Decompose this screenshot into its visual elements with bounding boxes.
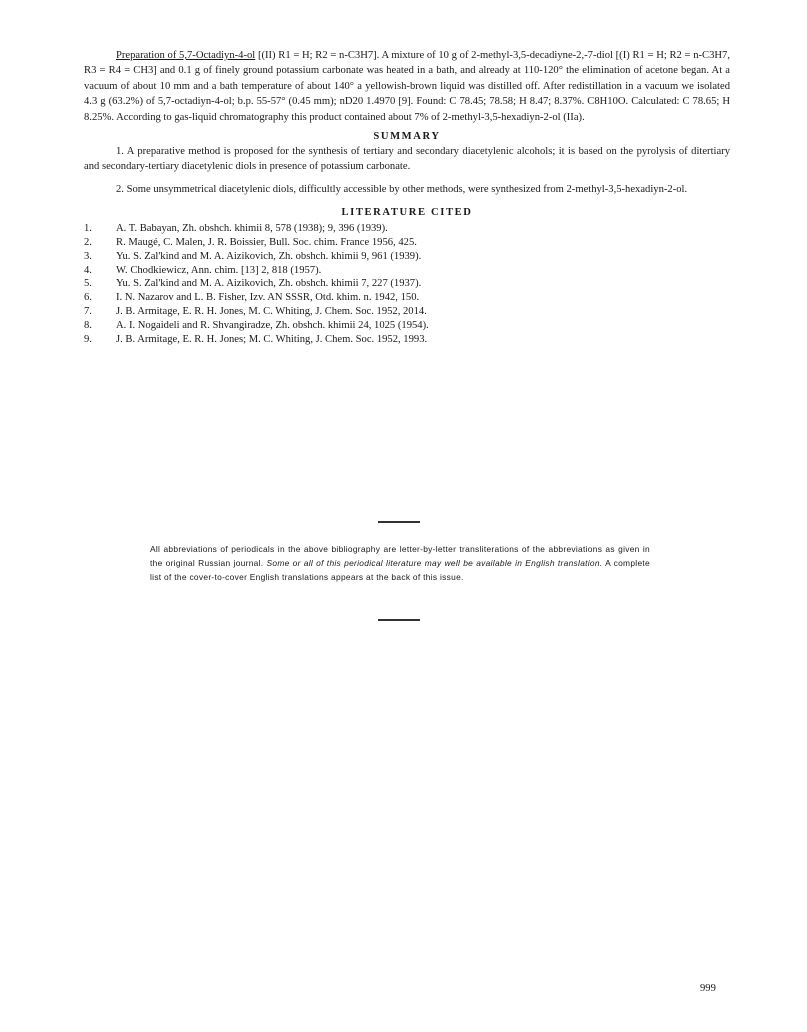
summary-item-1: 1. A preparative method is proposed for the synthesis of tertiary and secondary diacetylenic alcohols; it is based on the pyrolysis of ditertiary and secondary-tertiary diacetylenic diols in presence of potassium carbonate. — [84, 146, 730, 173]
reference-item: 3. Yu. S. Zal'kind and M. A. Aizikovich, Zh. obshch. khimii 9, 961 (1939). — [84, 250, 422, 262]
divider-top — [378, 521, 420, 523]
page-body — [84, 48, 730, 346]
reference-item: 7. J. B. Armitage, E. R. H. Jones, M. C. Whiting, J. Chem. Soc. 1952, 2014. — [84, 306, 427, 318]
preparation-text: [(II) R1 = H; R2 = n-C3H7]. A mixture of 10 g of 2-methyl-3,5-decadiyne-2,-7-diol [(I) R1 = H; R2 = n-C3H7, R3 = R4 = CH3] and 0.1 g of finely ground potassium carbonate was heated in a bath, and already at 110-120° the elimination of acetone began. At a vacuum of about 10 mm and a bath temperature of about 140° a yellowish-brown liquid was distilled off. After redistillation in a vacuum we isolated 4.3 g (63.2%) of 5,7-octadiyn-4-ol; b.p. 55-57° (0.45 mm); nD20 1.4970 [9]. Found: C 78.45; 78.58; H 8.47; 8.37%. C8H10O. Calculated: C 78.65; H 8.25%. According to gas-liquid chromatography this product contained about 7% of 2-methyl-3,5-hexadiyn-2-ol (IIa). — [84, 50, 730, 123]
reference-list — [84, 222, 730, 346]
reference-item: 8. A. I. Nogaideli and R. Shvangiradze, Zh. obshch. khimii 24, 1025 (1954). — [84, 319, 429, 331]
reference-item: 1. A. T. Babayan, Zh. obshch. khimii 8, 578 (1938); 9, 396 (1939). — [84, 223, 388, 235]
preparation-paragraph — [84, 48, 730, 125]
translation-note: All abbreviations of periodicals in the above bibliography are letter-by-letter transliterations of the abbreviations as given in the original Russian journal. Some or all of this periodical literature may well be available in English translation. A complete list of the cover-to-cover English translations appears at the back of this issue. — [150, 544, 650, 583]
reference-item: 6. I. N. Nazarov and L. B. Fisher, Izv. AN SSSR, Otd. khim. n. 1942, 150. — [84, 292, 420, 304]
literature-heading: LITERATURE CITED — [341, 207, 473, 219]
reference-item: 5. Yu. S. Zal'kind and M. A. Aizikovich, Zh. obshch. khimii 7, 227 (1937). — [84, 278, 422, 290]
page-number: 999 — [700, 983, 716, 994]
reference-item: 2. R. Maugé, C. Malen, J. R. Boissier, Bull. Soc. chim. France 1956, 425. — [84, 237, 417, 249]
divider-bottom — [378, 619, 420, 621]
preparation-title: Preparation of 5,7-Octadiyn-4-ol — [116, 50, 256, 61]
reference-item: 9. J. B. Armitage, E. R. H. Jones; M. C. Whiting, J. Chem. Soc. 1952, 1993. — [84, 333, 428, 345]
reference-item: 4. W. Chodkiewicz, Ann. chim. [13] 2, 818 (1957). — [84, 264, 322, 276]
summary-item-2: 2. Some unsymmetrical diacetylenic diols, difficultly accessible by other methods, were synthesized from 2-methyl-3,5-hexadiyn-2-ol. — [116, 183, 688, 195]
summary-heading: SUMMARY — [373, 131, 441, 143]
translation-note-italic: Some or all of this periodical literature may well be available in English translation. — [266, 558, 603, 569]
